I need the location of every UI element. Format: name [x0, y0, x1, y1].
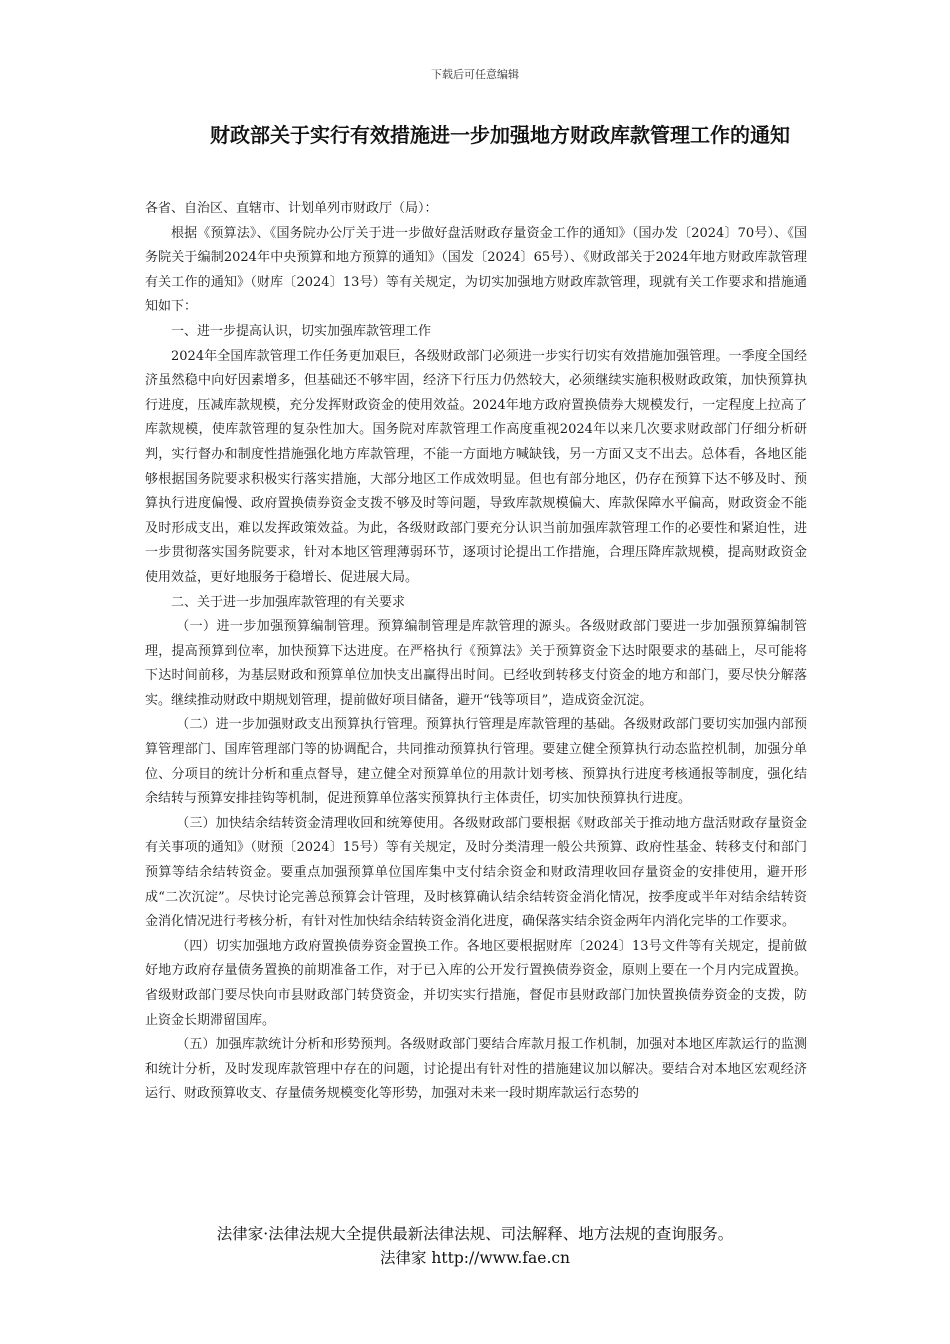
paragraph-item-2: （二）进一步加强财政支出预算执行管理。预算执行管理是库款管理的基础。各级财政部门要切实加强内部预算管理部门、国库管理部门等的协调配合，共同推动预算执行管理。要建立健全预算执行动态监控机制，加强分单位、分项目的统计分析和重点督导，建立健全对预算单位的用款计划考核、预算执行进度考核通报等制度，强化结余结转与预算安排挂钩等机制，促进预算单位落实预算执行主体责任，切实加快预算执行进度。: [145, 717, 807, 807]
paragraph-item-4: （四）切实加强地方政府置换债券资金置换工作。各地区要根据财库〔2024〕13号文件等有关规定，提前做好地方政府存量债务置换的前期准备工作，对于已入库的公开发行置换债券资金，原则上要在一个月内完成置换。省级财政部门要尽快向市县财政部门转贷资金，并切实实行措施，督促市县财政部门加快置换债券资金的支拨，防止资金长期滞留国库。: [145, 938, 807, 1028]
section-heading-2: 二、关于进一步加强库款管理的有关要求: [171, 594, 406, 610]
section-heading-1: 一、进一步提高认识，切实加强库款管理工作: [171, 323, 432, 339]
addressee: 各省、自治区、直辖市、计划单列市财政厅（局）：: [145, 201, 438, 216]
header-note: 下载后可任意编辑: [431, 68, 519, 81]
paragraph-item-5: （五）加强库款统计分析和形势预判。各级财政部门要结合库款月报工作机制，加强对本地区库款运行的监测和统计分析，及时发现库款管理中存在的问题，讨论提出有针对性的措施建议加以解决。要结合对本地区宏观经济运行、财政预算收支、存量债务规模变化等形势，加强对未来一段时期库款运行态势的: [145, 1037, 807, 1102]
paragraph-section-1: 2024年全国库款管理工作任务更加艰巨，各级财政部门必须进一步实行切实有效措施加强管理。一季度全国经济虽然稳中向好因素增多，但基础还不够牢固，经济下行压力仍然较大，必须继续实施积极财政政策，加快预算执行进度，压减库款规模，充分发挥财政资金的使用效益。2024年地方政府置换债券大规模发行，一定程度上拉高了库款规模，使库款管理的复杂性加大。国务院对库款管理工作高度重视2024年以来几次要求财政部门仔细分析研判，实行督办和制度性措施强化地方库款管理，不能一方面地方喊缺钱，另一方面又支不出去。总体看，各地区能够根据国务院要求积极实行落实措施，大部分地区工作成效明显。但也有部分地区，仍存在预算下达不够及时、预算执行进度偏慢、政府置换债券资金支拨不够及时等问题，导致库款规模偏大、库款保障水平偏高，财政资金不能及时形成支出，难以发挥政策效益。为此，各级财政部门要充分认识当前加强库款管理工作的必要性和紧迫性，进一步贯彻落实国务院要求，针对本地区管理薄弱环节，逐项讨论提出工作措施，合理压降库款规模，提高财政资金使用效益，更好地服务于稳增长、促进展大局。: [145, 348, 807, 585]
footer-link[interactable]: 法律家 http://www.fae.cn: [379, 1249, 571, 1267]
paragraph-item-3: （三）加快结余结转资金清理收回和统筹使用。各级财政部门要根据《财政部关于推动地方盘活财政存量资金有关事项的通知》（财预〔2024〕15号）等有关规定，及时分类清理一般公共预算、政府性基金、转移支付和部门预算等结余结转资金。要重点加强预算单位国库集中支付结余资金和财政清理收回存量资金的安排使用，避开形成“二次沉淀”。尽快讨论完善总预算会计管理，及时核算确认结余结转资金消化情况，按季度或半年对结余结转资金消化情况进行考核分析，有针对性加快结余结转资金消化进度，确保落实结余资金两年内消化完毕的工作要求。: [145, 815, 807, 930]
document-title: 财政部关于实行有效措施进一步加强地方财政库款管理工作的通知: [210, 123, 790, 147]
document-body: [145, 197, 807, 1107]
footer-line-1: 法律家·法律法规大全提供最新法律法规、司法解释、地方法规的查询服务。: [216, 1225, 734, 1243]
paragraph-item-1: （一）进一步加强预算编制管理。预算编制管理是库款管理的源头。各级财政部门要进一步加强预算编制管理，提高预算到位率，加快预算下达进度。在严格执行《预算法》关于预算资金下达时限要求的基础上，尽可能将下达时间前移，为基层财政和预算单位加快支出赢得出时间。已经收到转移支付资金的地方和部门，要尽快分解落实。继续推动财政中期规划管理，提前做好项目储备，避开“钱等项目”，造成资金沉淀。: [145, 619, 807, 708]
paragraph-intro: 根据《预算法》、《国务院办公厅关于进一步做好盘活财政存量资金工作的通知》（国办发〔2024〕70号）、《国务院关于编制2024年中央预算和地方预算的通知》（国发〔2024〕65号）、《财政部关于2024年地方财政库款管理有关工作的通知》（财库〔2024〕13号）等有关规定，为切实加强地方财政库款管理，现就有关工作要求和措施通知如下：: [145, 225, 807, 315]
footer: [0, 1222, 950, 1270]
